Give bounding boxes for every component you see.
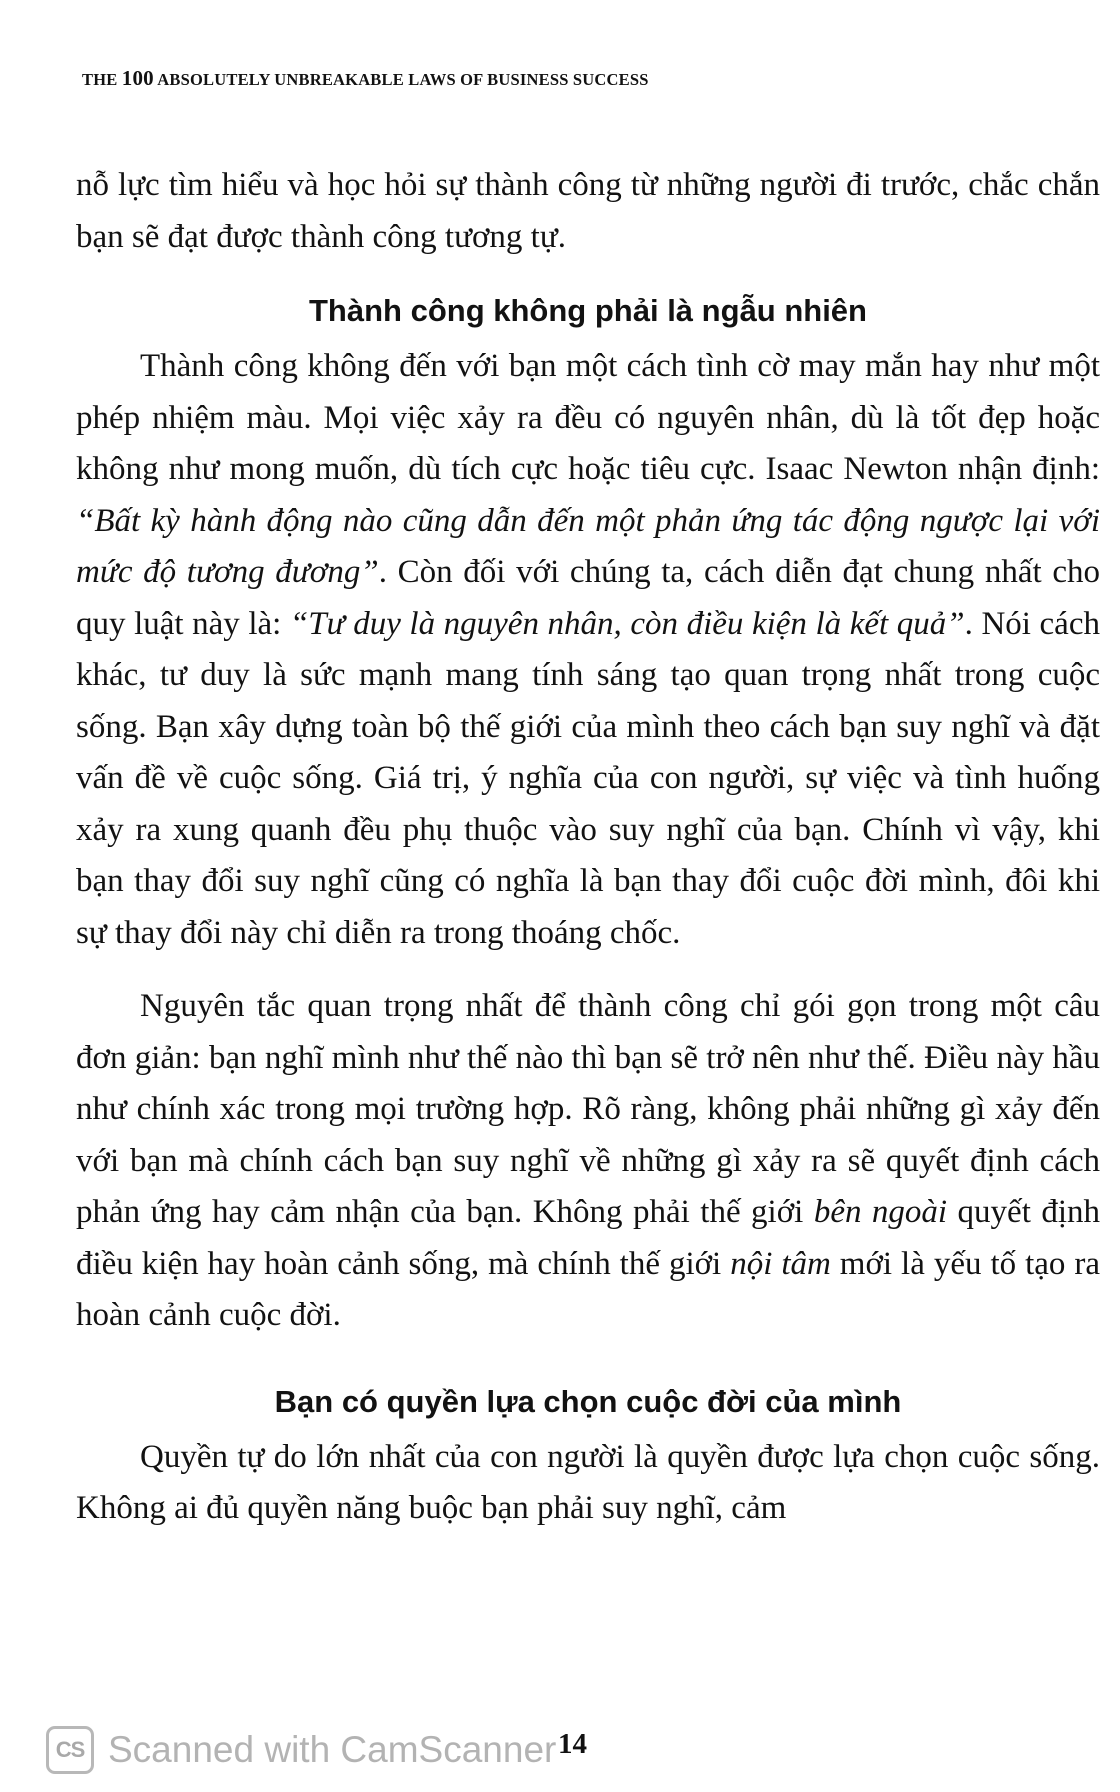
- paragraph-right-to-choose: Quyền tự do lớn nhất của con người là quyền được lựa chọn cuộc sống. Không ai đủ quyền năng buộc bạn phải suy nghĩ, cảm: [76, 1438, 1100, 1526]
- paragraph-key-principle: [76, 981, 1100, 1342]
- paragraph-text: Nguyên tắc quan trọng nhất để thành công chỉ gói gọn trong một câu đơn giản: bạn nghĩ mình như thế nào thì bạn sẽ trở nên như thế. Điều này hầu như chính xác trong mọi trường hợp. Rõ ràng, không phải những gì xảy đến với bạn mà chính cách bạn suy nghĩ về những gì xảy ra sẽ quyết định cách phản ứng hay cảm nhận của bạn. Không phải thế giới: [76, 988, 1100, 1230]
- thought-cause-quote: “Tư duy là nguyên nhân, còn điều kiện là kết quả”: [289, 605, 965, 642]
- paragraph-text: mới là yếu tố tạo ra hoàn cảnh cuộc đời.: [76, 1245, 1101, 1333]
- section-heading-right-to-choose: Bạn có quyền lựa chọn cuộc đời của mình: [274, 1383, 902, 1419]
- emphasis-outer-world: bên ngoài: [813, 1194, 948, 1230]
- running-head-part2: ABSOLUTELY UNBREAKABLE LAWS OF BUSINESS SUCCESS: [153, 70, 649, 89]
- page-number: 14: [558, 1728, 587, 1760]
- paragraph-text: . Nói cách khác, tư duy là sức mạnh mang tính sáng tạo quan trọng nhất trong cuộc sống. Bạn xây dựng toàn bộ thế giới của mình theo cách bạn suy nghĩ và đặt vấn đề về cuộc sống. Giá trị, ý nghĩa của con người, sự việc và tình huống xảy ra xung quanh đều phụ thuộc vào suy nghĩ của bạn. Chính vì vậy, khi bạn thay đổi suy nghĩ cũng có nghĩa là bạn thay đổi cuộc đời mình, đôi khi sự thay đổi này chỉ diễn ra trong thoáng chốc.: [76, 605, 1100, 951]
- running-head: [82, 66, 649, 91]
- paragraph-text: quyết định điều kiện hay hoàn cảnh sống, mà chính thế giới: [76, 1194, 1100, 1282]
- emphasis-inner-world: nội tâm: [730, 1245, 831, 1282]
- paragraph-text: Thành công không đến với bạn một cách tình cờ may mắn hay như một phép nhiệm màu. Mọi việc xảy ra đều có nguyên nhân, dù là tốt đẹp hoặc không như mong muốn, dù tích cực hoặc tiêu cực. Isaac Newton nhận định:: [76, 348, 1100, 487]
- paragraph-text: . Còn đối với chúng ta, cách diễn đạt chung nhất cho quy luật này là:: [76, 554, 1100, 642]
- section-heading-success-not-random: Thành công không phải là ngẫu nhiên: [309, 293, 867, 328]
- newton-quote: “Bất kỳ hành động nào cũng dẫn đến một phản ứng tác động ngược lại với mức độ tương đương”: [76, 502, 1100, 590]
- camscanner-logo-icon: CS: [46, 1726, 94, 1774]
- watermark-text: Scanned with CamScanner: [108, 1729, 557, 1770]
- running-head-number: 100: [121, 66, 154, 90]
- camscanner-watermark: [46, 1726, 556, 1774]
- running-head-part1: THE: [82, 70, 122, 89]
- page-body: [76, 160, 1100, 1535]
- paragraph-success-not-random: [76, 341, 1100, 959]
- continued-paragraph: nỗ lực tìm hiểu và học hỏi sự thành công từ những người đi trước, chắc chắn bạn sẽ đạt được thành công tương tự.: [76, 167, 1100, 255]
